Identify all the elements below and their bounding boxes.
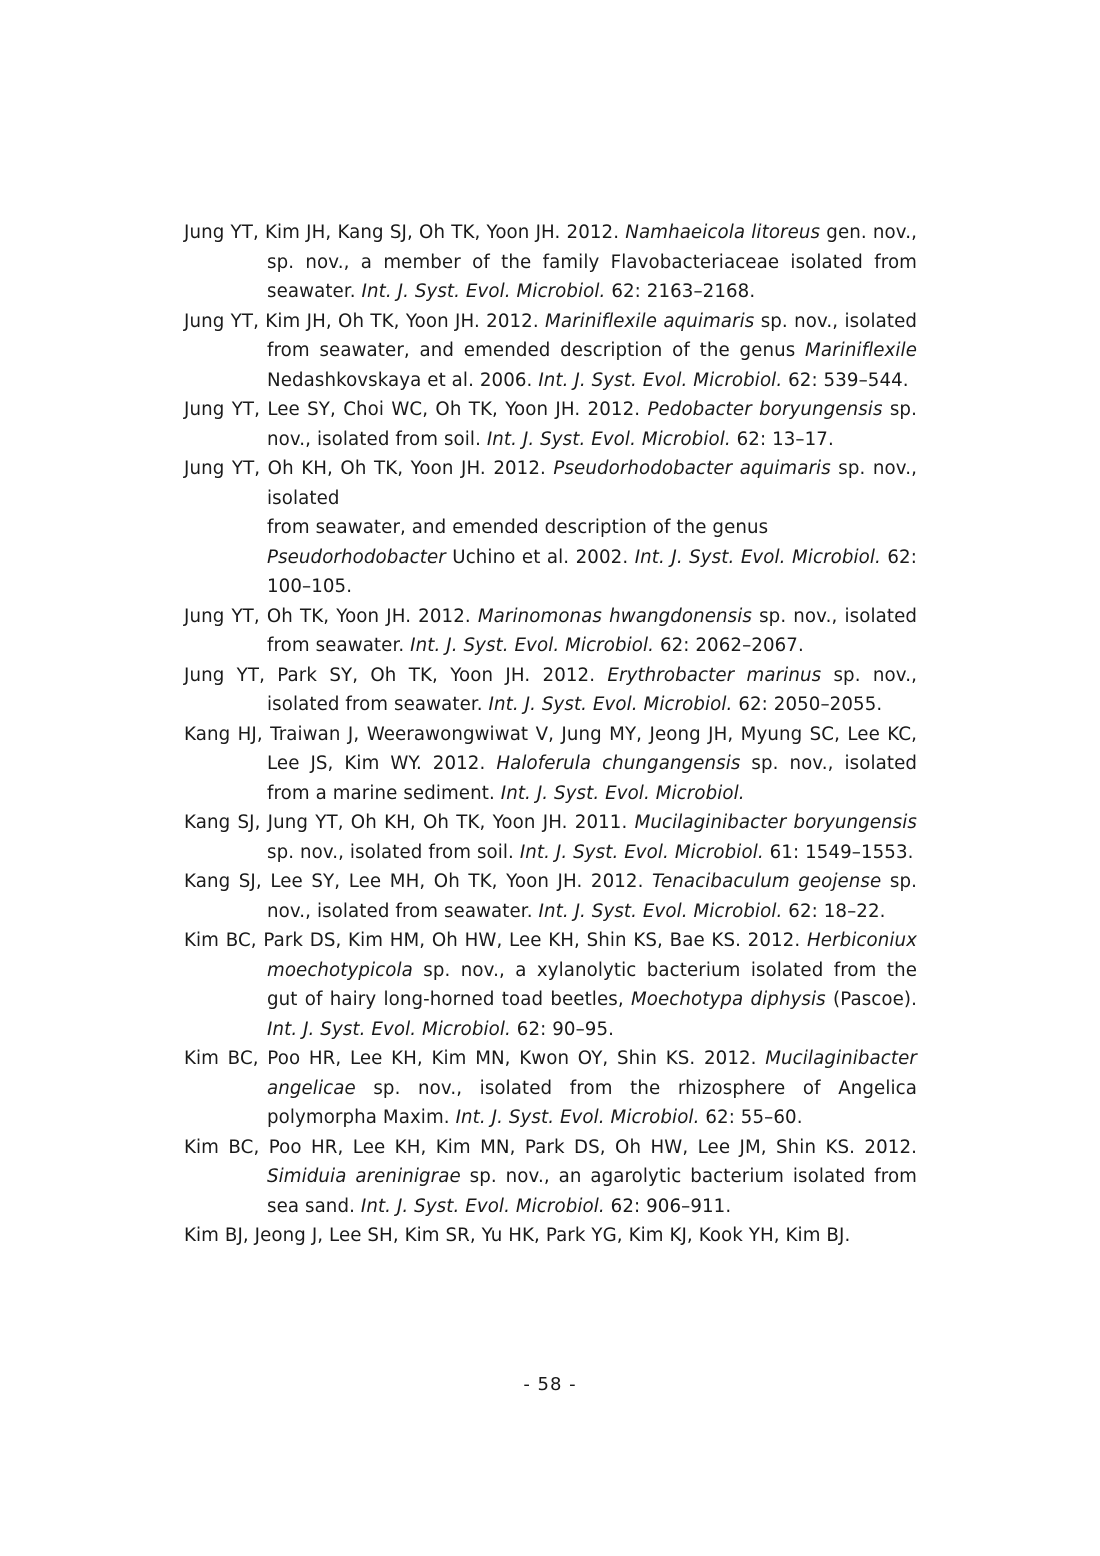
- reference-pages: 62: 18–22.: [788, 900, 886, 922]
- reference-title-continuation: from seawater, and emended description of the genus: [267, 517, 769, 538]
- reference-species: Simiduia areninigrae: [267, 1166, 461, 1187]
- reference-authors: Jung YT, Oh KH, Oh TK, Yoon JH. 2012.: [184, 458, 546, 479]
- reference-pages: 62: 906–911.: [610, 1195, 732, 1217]
- reference-authors: Jung YT, Kim JH, Oh TK, Yoon JH. 2012.: [184, 310, 539, 332]
- reference-species: Mariniflexile aquimaris: [545, 310, 755, 332]
- reference-journal: Int. J. Syst. Evol. Microbiol.: [486, 428, 731, 450]
- reference-entry: [184, 1221, 917, 1251]
- reference-species: Marinomonas hwangdonensis: [477, 605, 752, 627]
- reference-entry: [184, 454, 917, 602]
- reference-journal: Int. J. Syst. Evol. Microbiol.: [410, 635, 655, 656]
- reference-pages: 62: 13–17.: [736, 428, 834, 450]
- reference-entry: [184, 1044, 917, 1133]
- reference-authors: Kim BC, Park DS, Kim HM, Oh HW, Lee KH, Shin KS, Bae KS. 2012.: [184, 930, 801, 951]
- reference-title: sp. nov., isolated: [267, 458, 917, 509]
- reference-pages: 62: 2062–2067.: [659, 635, 804, 656]
- reference-journal: Int. J. Syst. Evol. Microbiol.: [538, 900, 783, 922]
- reference-list: [184, 218, 917, 1251]
- reference-entry: [184, 602, 917, 661]
- reference-authors: Jung YT, Oh TK, Yoon JH. 2012.: [184, 605, 471, 627]
- reference-species: Tenacibaculum geojense: [652, 871, 882, 892]
- reference-journal: Int. J. Syst. Evol. Microbiol.: [360, 1195, 605, 1217]
- reference-authors: Kang SJ, Lee SY, Lee MH, Oh TK, Yoon JH. 2012.: [184, 871, 644, 892]
- reference-entry: [184, 720, 917, 809]
- reference-title: sp. nov., isolated from the rhizosphere of Angelica polymorpha Maxim.: [267, 1077, 917, 1128]
- reference-authors: Jung YT, Lee SY, Choi WC, Oh TK, Yoon JH. 2012.: [184, 399, 641, 420]
- reference-species-secondary: Moechotypa diphysis: [630, 989, 826, 1010]
- reference-species: Pedobacter boryungensis: [647, 399, 883, 420]
- reference-species-secondary: Mariniflexile: [805, 340, 917, 361]
- reference-title-secondary: Uchino et al. 2002.: [452, 546, 629, 568]
- reference-title: gen. nov., sp. nov., a member of the family Flavobacteriaceae isolated from seawater.: [267, 222, 917, 302]
- reference-pages: 62: 2163–2168.: [611, 281, 756, 302]
- reference-title: sp. nov., isolated from seawater.: [267, 605, 918, 656]
- reference-title-secondary: (Pascoe).: [833, 989, 917, 1010]
- reference-title-secondary: Nedashkovskaya et al. 2006.: [267, 369, 533, 391]
- reference-authors: Jung YT, Park SY, Oh TK, Yoon JH. 2012.: [184, 664, 596, 686]
- reference-species-secondary: Pseudorhodobacter: [267, 546, 446, 568]
- reference-authors: Kang HJ, Traiwan J, Weerawongwiwat V, Jung MY, Jeong JH, Myung SC, Lee KC, Lee JS, Kim WY. 2012.: [184, 723, 917, 774]
- reference-species: Herbiconiux moechotypicola: [267, 930, 917, 981]
- reference-title: sp. nov., isolated from soil.: [267, 841, 514, 863]
- reference-journal: Int. J. Syst. Evol. Microbiol.: [538, 369, 783, 391]
- reference-title: sp. nov., an agarolytic bacterium isolated from sea sand.: [267, 1166, 917, 1217]
- reference-pages: 62: 90–95.: [516, 1018, 615, 1040]
- reference-title: sp. nov., isolated from seawater, and emended description of the genus: [267, 310, 918, 361]
- reference-title: sp. nov., isolated from seawater.: [267, 664, 917, 715]
- reference-authors: Kim BC, Poo HR, Lee KH, Kim MN, Park DS, Oh HW, Lee JM, Shin KS. 2012.: [184, 1136, 917, 1158]
- reference-journal: Int. J. Syst. Evol. Microbiol.: [455, 1107, 700, 1128]
- page-number: - 58 -: [523, 1374, 577, 1395]
- reference-entry: [184, 1133, 917, 1222]
- reference-journal: Int. J. Syst. Evol. Microbiol.: [488, 694, 733, 715]
- reference-authors: Kang SJ, Jung YT, Oh KH, Oh TK, Yoon JH. 2011.: [184, 812, 628, 833]
- reference-journal: Int. J. Syst. Evol. Microbiol.: [634, 546, 881, 568]
- reference-pages: 62: 2050–2055.: [738, 694, 883, 715]
- reference-entry: [184, 395, 917, 454]
- reference-title: sp. nov., isolated from soil.: [267, 399, 917, 450]
- reference-pages: 62: 100–105.: [267, 546, 917, 597]
- reference-journal: Int. J. Syst. Evol. Microbiol.: [519, 841, 764, 863]
- reference-title: sp. nov., a xylanolytic bacterium isolated from the gut of hairy long-horned toad beetles,: [267, 959, 917, 1010]
- reference-entry: [184, 218, 917, 307]
- reference-authors: Jung YT, Kim JH, Kang SJ, Oh TK, Yoon JH. 2012.: [184, 222, 620, 243]
- reference-authors: Kim BC, Poo HR, Lee KH, Kim MN, Kwon OY, Shin KS. 2012.: [184, 1048, 757, 1069]
- reference-pages: 62: 539–544.: [788, 369, 909, 391]
- reference-journal: Int. J. Syst. Evol. Microbiol.: [267, 1018, 511, 1040]
- reference-species: Haloferula chungangensis: [496, 753, 741, 774]
- reference-species: Pseudorhodobacter aquimaris: [553, 458, 831, 479]
- reference-journal: Int. J. Syst. Evol. Microbiol.: [361, 281, 606, 302]
- reference-journal: Int. J. Syst. Evol. Microbiol.: [500, 782, 745, 804]
- reference-entry: [184, 926, 917, 1044]
- reference-title: sp. nov., isolated from a marine sediment.: [267, 753, 918, 804]
- reference-species: Mucilaginibacter angelicae: [267, 1048, 917, 1099]
- reference-entry: [184, 307, 917, 396]
- reference-species: Mucilaginibacter boryungensis: [634, 812, 917, 833]
- reference-entry: [184, 808, 917, 867]
- reference-pages: 62: 55–60.: [705, 1107, 803, 1128]
- reference-pages: 61: 1549–1553.: [769, 841, 914, 863]
- reference-species: Erythrobacter marinus: [607, 664, 822, 686]
- reference-species: Namhaeicola litoreus: [625, 222, 821, 243]
- reference-authors: Kim BJ, Jeong J, Lee SH, Kim SR, Yu HK, Park YG, Kim KJ, Kook YH, Kim BJ.: [184, 1225, 851, 1246]
- reference-entry: [184, 661, 917, 720]
- reference-title: sp. nov., isolated from seawater.: [267, 871, 917, 922]
- reference-entry: [184, 867, 917, 926]
